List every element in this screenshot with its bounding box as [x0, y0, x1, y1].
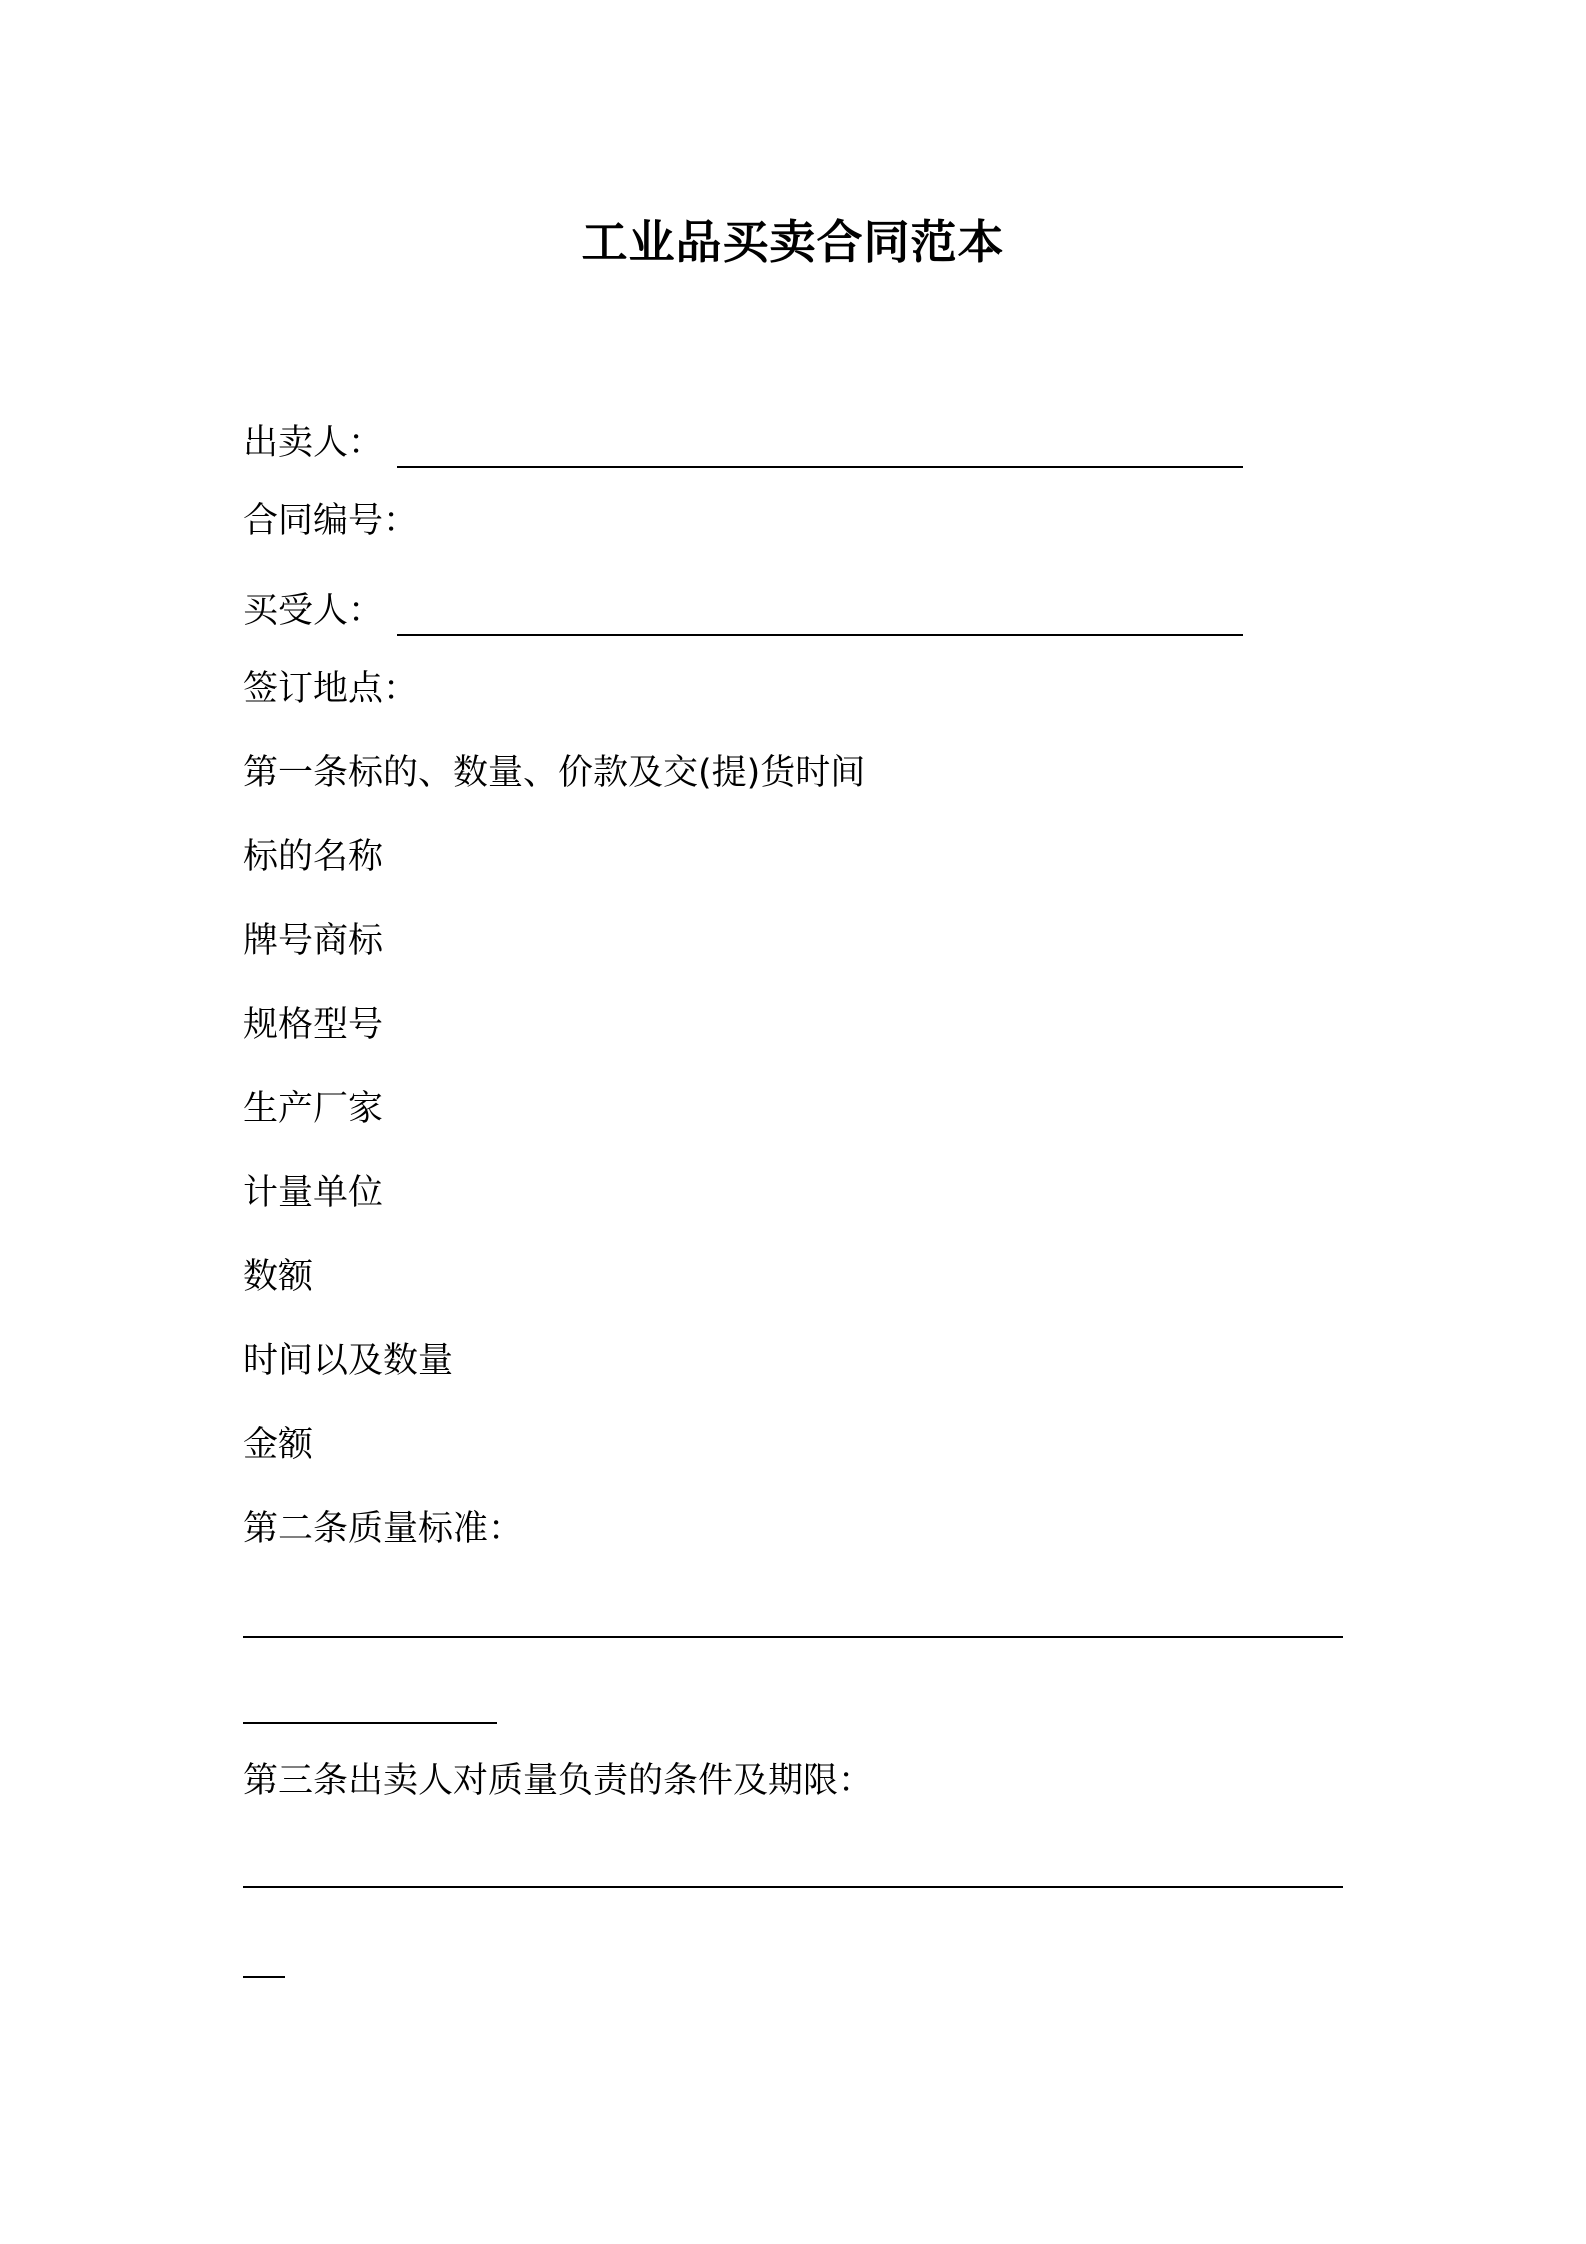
- item-brand-trademark: 牌号商标: [243, 921, 384, 961]
- item-subject-name: 标的名称: [243, 837, 384, 877]
- signing-place-label: 签订地点：: [243, 669, 419, 709]
- article2-fill-line-1: [243, 1636, 1343, 1638]
- item-spec-model: 规格型号: [243, 1005, 384, 1045]
- item-amount: 金额: [243, 1425, 314, 1465]
- seller-label: 出卖人：: [243, 423, 384, 463]
- contract-no-label: 合同编号：: [243, 501, 419, 541]
- buyer-blank: [397, 598, 1243, 636]
- article2-fill-line-2: [243, 1722, 497, 1724]
- item-time-quantity: 时间以及数量: [243, 1341, 454, 1381]
- document-title: 工业品买卖合同范本: [581, 215, 1005, 269]
- item-quantity: 数额: [243, 1257, 314, 1297]
- item-unit: 计量单位: [243, 1173, 384, 1213]
- seller-blank: [397, 430, 1243, 468]
- article2-heading: 第二条质量标准：: [243, 1509, 524, 1549]
- seller-row: [243, 418, 1243, 468]
- article3-heading: 第三条出卖人对质量负责的条件及期限：: [243, 1761, 874, 1801]
- article1-heading: 第一条标的、数量、价款及交(提)货时间: [243, 753, 866, 793]
- buyer-label: 买受人：: [243, 591, 384, 631]
- article3-fill-line-2: [243, 1976, 285, 1978]
- item-manufacturer: 生产厂家: [243, 1089, 384, 1129]
- buyer-row: [243, 586, 1243, 636]
- article3-fill-line-1: [243, 1886, 1343, 1888]
